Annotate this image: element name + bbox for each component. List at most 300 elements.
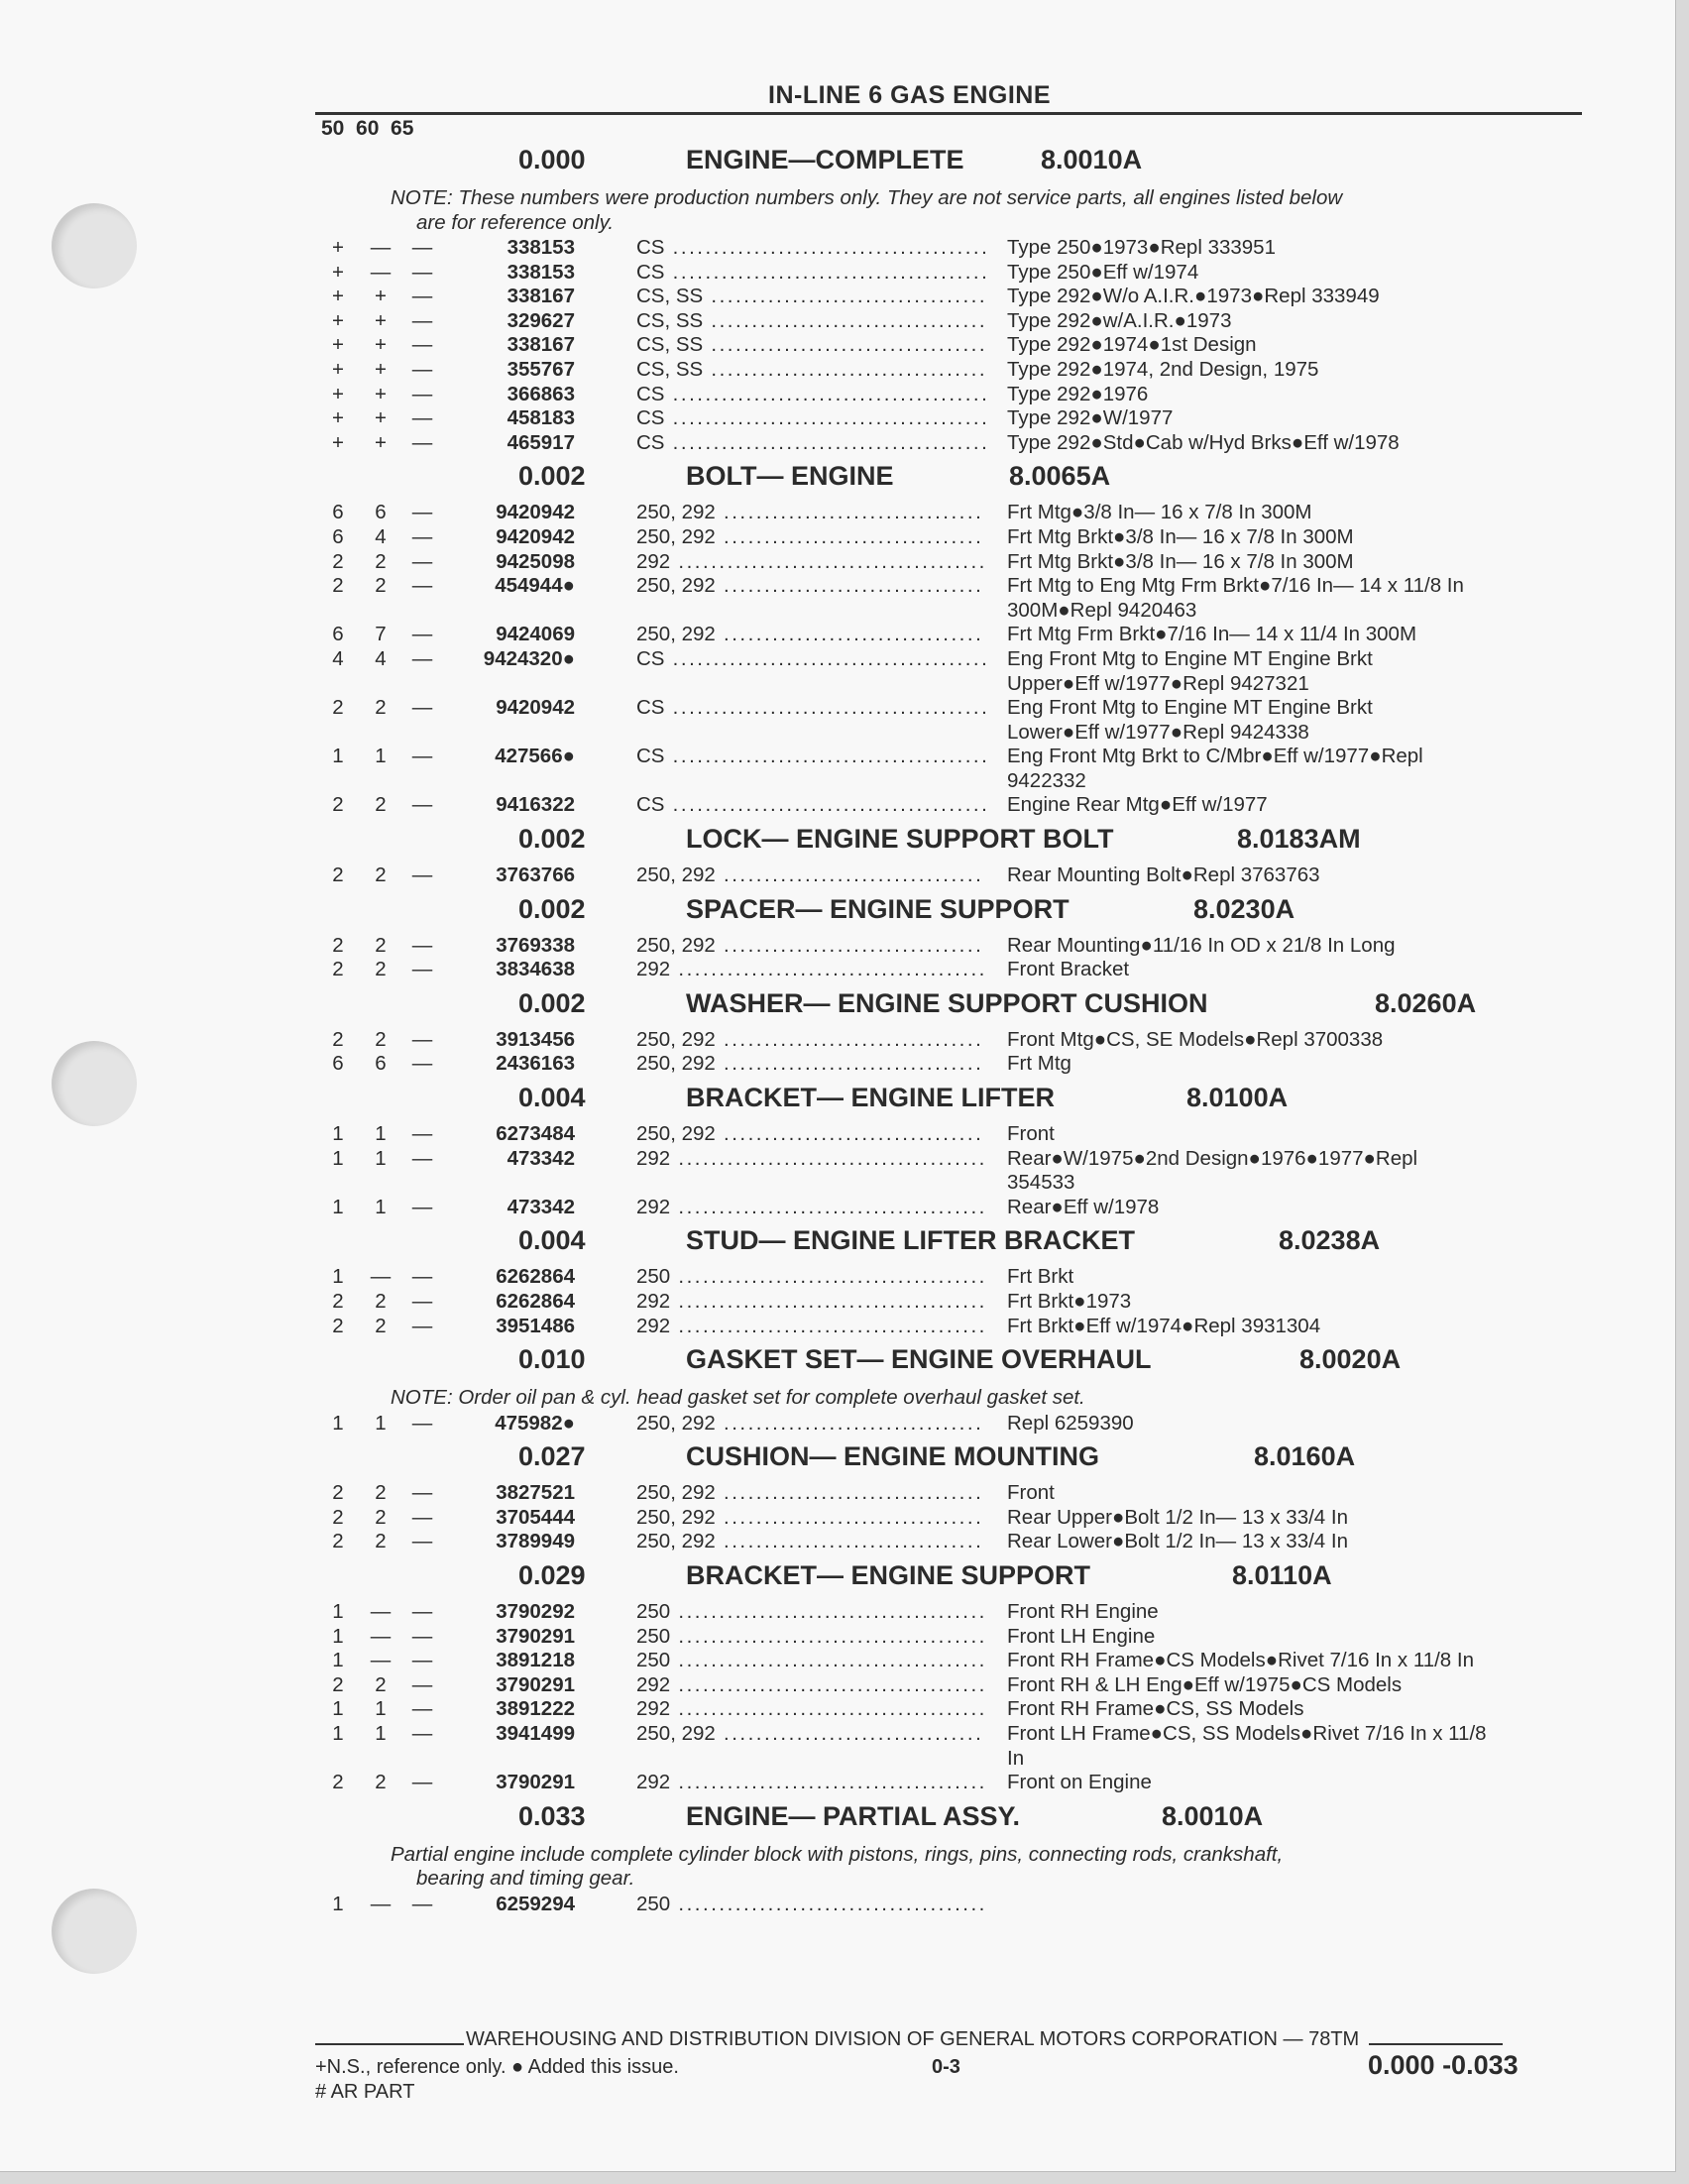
section-title: WASHER— ENGINE SUPPORT CUSHION xyxy=(686,987,1208,1018)
part-row xyxy=(0,358,1689,383)
qty-50: 2 xyxy=(332,1771,344,1794)
footer-division-text: WAREHOUSING AND DISTRIBUTION DIVISION OF GENERAL MOTORS CORPORATION — 78TM xyxy=(466,2028,1360,2050)
part-row xyxy=(0,647,1689,696)
qty-60: 2 xyxy=(375,1290,387,1313)
year-columns-header: 50 60 65 xyxy=(321,117,414,140)
qty-65: — xyxy=(411,1672,433,1696)
qty-50: + xyxy=(332,430,344,454)
part-row xyxy=(0,863,1689,888)
qty-50: 2 xyxy=(332,793,344,817)
section-note xyxy=(0,1841,1570,1893)
qty-65: — xyxy=(411,1195,433,1218)
part-number: 3891222 xyxy=(496,1697,575,1721)
qty-65: — xyxy=(411,1649,433,1672)
part-description: Front RH & LH Eng●Eff w/1975●CS Models xyxy=(1007,1672,1403,1696)
section-number: 0.004 xyxy=(518,1225,586,1256)
part-number: 3941499 xyxy=(496,1722,575,1746)
section-heading xyxy=(0,1219,1689,1265)
qty-50: 1 xyxy=(332,745,344,768)
qty-60: 2 xyxy=(375,696,387,720)
section-number: 0.033 xyxy=(518,1800,586,1831)
qty-60: 6 xyxy=(375,1052,387,1076)
qty-50: 1 xyxy=(332,1411,344,1435)
part-description: Front xyxy=(1007,1481,1055,1505)
qty-60: — xyxy=(370,260,392,284)
part-description: Type 292●1974, 2nd Design, 1975 xyxy=(1007,357,1319,381)
section-note xyxy=(0,184,1570,236)
application: 292 ..... xyxy=(636,1697,985,1722)
part-description: Front RH Frame●CS Models●Rivet 7/16 In x 11/8 In xyxy=(1007,1649,1474,1672)
qty-65: — xyxy=(411,623,433,646)
qty-60: 1 xyxy=(375,1195,387,1218)
qty-50: + xyxy=(332,357,344,381)
part-number: 9424069 xyxy=(496,623,575,646)
qty-65: — xyxy=(411,1027,433,1051)
qty-60: 1 xyxy=(375,1146,387,1170)
part-description: Type 250●Eff w/1974 xyxy=(1007,260,1199,284)
part-description: Eng Front Mtg to Engine MT Engine Brkt Upper●Eff w/1977●Repl 9427321 xyxy=(1007,646,1373,695)
qty-50: 6 xyxy=(332,501,344,524)
part-number: 9420942 xyxy=(496,501,575,524)
qty-50: 2 xyxy=(332,958,344,981)
application: 250, 292 ..... xyxy=(636,1506,985,1531)
qty-65: — xyxy=(411,1697,433,1721)
part-description: Frt Mtg Brkt●3/8 In— 16 x 7/8 In 300M xyxy=(1007,524,1354,548)
qty-60: 6 xyxy=(375,501,387,524)
qty-65: — xyxy=(411,1600,433,1624)
part-description: Front RH Engine xyxy=(1007,1600,1159,1624)
section-code: 8.0230A xyxy=(1193,893,1295,924)
section-title: BRACKET— ENGINE LIFTER xyxy=(686,1083,1056,1113)
section-title: CUSHION— ENGINE MOUNTING xyxy=(686,1441,1100,1472)
part-number: 9424320● xyxy=(483,646,575,670)
part-row xyxy=(0,261,1689,286)
application: 250, 292 ..... xyxy=(636,1028,985,1053)
part-description: Frt Mtg●3/8 In— 16 x 7/8 In 300M xyxy=(1007,501,1312,524)
qty-65: — xyxy=(411,646,433,670)
qty-50: + xyxy=(332,333,344,357)
qty-65: — xyxy=(411,1052,433,1076)
part-number: 3827521 xyxy=(496,1481,575,1505)
section-heading xyxy=(0,982,1689,1028)
qty-60: 2 xyxy=(375,574,387,598)
application: 250, 292 ..... xyxy=(636,525,985,550)
qty-60: 2 xyxy=(375,958,387,981)
qty-50: + xyxy=(332,260,344,284)
part-number: 3769338 xyxy=(496,933,575,957)
qty-50: 1 xyxy=(332,1722,344,1746)
application: 250, 292 ..... xyxy=(636,623,985,647)
part-description: Repl 6259390 xyxy=(1007,1411,1134,1435)
part-description: Rear Mounting Bolt●Repl 3763763 xyxy=(1007,863,1320,887)
qty-65: — xyxy=(411,1146,433,1170)
part-row xyxy=(0,236,1689,261)
qty-60: — xyxy=(370,1265,392,1289)
qty-60: 2 xyxy=(375,863,387,887)
part-row xyxy=(0,934,1689,959)
qty-50: 6 xyxy=(332,524,344,548)
qty-50: 6 xyxy=(332,1052,344,1076)
section-heading xyxy=(0,888,1689,934)
part-number: 366863 xyxy=(507,382,575,405)
section-title: BRACKET— ENGINE SUPPORT xyxy=(686,1560,1091,1591)
part-description: Front LH Frame●CS, SS Models●Rivet 7/16 In x 11/8 In xyxy=(1007,1722,1487,1770)
part-row xyxy=(0,1028,1689,1053)
part-number: 3790291 xyxy=(496,1672,575,1696)
qty-50: + xyxy=(332,285,344,308)
qty-65: — xyxy=(411,1505,433,1529)
qty-60: 2 xyxy=(375,549,387,573)
part-number: 475982● xyxy=(495,1411,575,1435)
qty-60: 2 xyxy=(375,793,387,817)
part-description: Frt Mtg to Eng Mtg Frm Brkt●7/16 In— 14 x 11/8 In 300M●Repl 9420463 xyxy=(1007,574,1464,622)
application: 292 ..... xyxy=(636,550,985,575)
part-description xyxy=(1007,1893,1572,1917)
part-description: Eng Front Mtg to Engine MT Engine Brkt Lower●Eff w/1977●Repl 9424338 xyxy=(1007,696,1373,744)
qty-50: + xyxy=(332,406,344,430)
application: 292 ..... xyxy=(636,1673,985,1698)
part-row xyxy=(0,1506,1689,1531)
footer-division xyxy=(315,2028,1503,2051)
qty-60: + xyxy=(375,333,387,357)
qty-65: — xyxy=(411,1122,433,1146)
qty-65: — xyxy=(411,406,433,430)
application: CS, SS ..... xyxy=(636,309,985,334)
section-code: 8.0110A xyxy=(1232,1560,1332,1591)
qty-65: — xyxy=(411,524,433,548)
note-line: are for reference only. xyxy=(416,210,615,234)
application: CS, SS ..... xyxy=(636,358,985,383)
part-number: 338167 xyxy=(507,333,575,357)
qty-50: 2 xyxy=(332,1481,344,1505)
qty-60: — xyxy=(370,1600,392,1624)
qty-60: 2 xyxy=(375,1481,387,1505)
part-description: Rear Upper●Bolt 1/2 In— 13 x 33/4 In xyxy=(1007,1505,1348,1529)
section-code: 8.0100A xyxy=(1186,1083,1289,1113)
part-number: 3913456 xyxy=(496,1027,575,1051)
section-heading xyxy=(0,1795,1689,1841)
qty-65: — xyxy=(411,285,433,308)
qty-60: + xyxy=(375,357,387,381)
section-code: 8.0065A xyxy=(1009,461,1111,492)
part-description: Type 292●W/o A.I.R.●1973●Repl 333949 xyxy=(1007,285,1380,308)
qty-65: — xyxy=(411,1771,433,1794)
qty-60: 2 xyxy=(375,933,387,957)
qty-65: — xyxy=(411,1481,433,1505)
section-code: 8.0010A xyxy=(1162,1800,1264,1831)
qty-60: 2 xyxy=(375,1505,387,1529)
qty-50: 2 xyxy=(332,574,344,598)
part-row xyxy=(0,958,1689,982)
part-number: 6262864 xyxy=(496,1290,575,1313)
qty-60: 4 xyxy=(375,646,387,670)
footer-legend-ar: # AR PART xyxy=(315,2081,415,2103)
part-number: 338167 xyxy=(507,285,575,308)
qty-60: 2 xyxy=(375,1314,387,1337)
qty-50: 1 xyxy=(332,1624,344,1648)
application: 292 ..... xyxy=(636,1315,985,1339)
part-description: Frt Mtg Brkt●3/8 In— 16 x 7/8 In 300M xyxy=(1007,549,1354,573)
section-heading xyxy=(0,1077,1689,1122)
qty-50: 2 xyxy=(332,1530,344,1553)
application: CS, SS ..... xyxy=(636,285,985,309)
part-number: 6273484 xyxy=(496,1122,575,1146)
section-heading xyxy=(0,1436,1689,1481)
application: CS ..... xyxy=(636,261,985,286)
part-number: 9425098 xyxy=(496,549,575,573)
section-heading xyxy=(0,455,1689,501)
part-row xyxy=(0,793,1689,818)
part-row xyxy=(0,1265,1689,1290)
application: 250, 292 ..... xyxy=(636,1722,985,1747)
application: CS ..... xyxy=(636,793,985,818)
section-title: LOCK— ENGINE SUPPORT BOLT xyxy=(686,824,1114,855)
qty-50: 4 xyxy=(332,646,344,670)
section-number: 0.029 xyxy=(518,1560,586,1591)
application: 292 ..... xyxy=(636,958,985,982)
qty-65: — xyxy=(411,1892,433,1915)
qty-60: + xyxy=(375,382,387,405)
qty-60: — xyxy=(370,1649,392,1672)
application: CS ..... xyxy=(636,745,985,769)
application: CS ..... xyxy=(636,236,985,261)
qty-65: — xyxy=(411,501,433,524)
part-number: 473342 xyxy=(507,1146,575,1170)
part-number: 427566● xyxy=(495,745,575,768)
section-title: ENGINE—COMPLETE xyxy=(686,145,964,174)
qty-60: 2 xyxy=(375,1530,387,1553)
part-description: Rear●Eff w/1978 xyxy=(1007,1195,1160,1218)
part-description: Frt Brkt●1973 xyxy=(1007,1290,1132,1313)
section-code: 8.0238A xyxy=(1279,1225,1381,1256)
qty-50: 2 xyxy=(332,696,344,720)
part-row xyxy=(0,550,1689,575)
section-heading xyxy=(0,139,1689,184)
application: 250, 292 ..... xyxy=(636,1052,985,1077)
qty-65: — xyxy=(411,1624,433,1648)
qty-60: 1 xyxy=(375,1722,387,1746)
qty-65: — xyxy=(411,382,433,405)
qty-65: — xyxy=(411,793,433,817)
qty-50: 1 xyxy=(332,1122,344,1146)
qty-50: 1 xyxy=(332,1146,344,1170)
part-number: 3834638 xyxy=(496,958,575,981)
page-range: 0.000 -0.033 xyxy=(1368,2050,1519,2080)
application: 250 ..... xyxy=(636,1265,985,1290)
part-number: 338153 xyxy=(507,260,575,284)
part-number: 9416322 xyxy=(496,793,575,817)
application: CS ..... xyxy=(636,696,985,721)
qty-50: 1 xyxy=(332,1600,344,1624)
qty-50: 2 xyxy=(332,1672,344,1696)
part-row xyxy=(0,1893,1689,1917)
page-number: 0-3 xyxy=(932,2056,960,2078)
qty-65: — xyxy=(411,696,433,720)
part-description: Type 292●W/1977 xyxy=(1007,406,1174,430)
qty-60: + xyxy=(375,308,387,332)
part-row xyxy=(0,745,1689,793)
part-row xyxy=(0,1600,1689,1625)
qty-65: — xyxy=(411,1265,433,1289)
footer-rule xyxy=(315,2043,464,2045)
qty-50: 2 xyxy=(332,863,344,887)
section-code: 8.0010A xyxy=(1041,145,1143,174)
qty-65: — xyxy=(411,549,433,573)
part-description: Type 292●1974●1st Design xyxy=(1007,333,1257,357)
qty-60: 1 xyxy=(375,1697,387,1721)
section-number: 0.002 xyxy=(518,824,586,855)
part-number: 3790291 xyxy=(496,1771,575,1794)
qty-50: 1 xyxy=(332,1195,344,1218)
part-description: Front LH Engine xyxy=(1007,1624,1156,1648)
application: 250, 292 ..... xyxy=(636,1122,985,1147)
application: 250 ..... xyxy=(636,1893,985,1917)
application: 250 ..... xyxy=(636,1625,985,1650)
part-number: 6259294 xyxy=(496,1892,575,1915)
qty-65: — xyxy=(411,1290,433,1313)
part-row xyxy=(0,696,1689,745)
qty-65: — xyxy=(411,933,433,957)
part-description: Front Mtg●CS, SE Models●Repl 3700338 xyxy=(1007,1027,1384,1051)
qty-60: + xyxy=(375,285,387,308)
application: 250, 292 ..... xyxy=(636,574,985,599)
part-row xyxy=(0,574,1689,623)
part-number: 9420942 xyxy=(496,696,575,720)
part-row xyxy=(0,1290,1689,1315)
part-description: Frt Brkt●Eff w/1974●Repl 3931304 xyxy=(1007,1314,1321,1337)
part-row xyxy=(0,1771,1689,1795)
part-row xyxy=(0,1673,1689,1698)
part-description: Frt Brkt xyxy=(1007,1265,1074,1289)
part-description: Rear Lower●Bolt 1/2 In— 13 x 33/4 In xyxy=(1007,1530,1348,1553)
qty-65: — xyxy=(411,1530,433,1553)
section-heading xyxy=(0,1554,1689,1600)
qty-65: — xyxy=(411,745,433,768)
section-number: 0.004 xyxy=(518,1083,586,1113)
part-row xyxy=(0,333,1689,358)
application: 250 ..... xyxy=(636,1649,985,1673)
application: 250, 292 ..... xyxy=(636,1412,985,1437)
qty-50: 6 xyxy=(332,623,344,646)
part-description: Front on Engine xyxy=(1007,1771,1152,1794)
section-title: GASKET SET— ENGINE OVERHAUL xyxy=(686,1344,1152,1375)
qty-60: 1 xyxy=(375,1122,387,1146)
qty-60: — xyxy=(370,1624,392,1648)
qty-60: — xyxy=(370,1892,392,1915)
qty-65: — xyxy=(411,430,433,454)
application: 250 ..... xyxy=(636,1600,985,1625)
footer-rule xyxy=(1369,2043,1503,2045)
part-number: 338153 xyxy=(507,236,575,259)
qty-65: — xyxy=(411,1314,433,1337)
qty-60: 4 xyxy=(375,524,387,548)
application: 250, 292 ..... xyxy=(636,1481,985,1506)
part-description: Eng Front Mtg Brkt to C/Mbr●Eff w/1977●Repl 9422332 xyxy=(1007,745,1423,792)
part-number: 473342 xyxy=(507,1195,575,1218)
part-number: 355767 xyxy=(507,357,575,381)
qty-65: — xyxy=(411,863,433,887)
part-description: Type 292●1976 xyxy=(1007,382,1149,405)
note-line: NOTE: Order oil pan & cyl. head gasket set for complete overhaul gasket set. xyxy=(391,1386,1085,1410)
qty-60: 7 xyxy=(375,623,387,646)
part-row xyxy=(0,1530,1689,1554)
application: CS, SS ..... xyxy=(636,333,985,358)
application: 292 ..... xyxy=(636,1290,985,1315)
part-row xyxy=(0,501,1689,525)
section-number: 0.002 xyxy=(518,987,586,1018)
application: 292 ..... xyxy=(636,1147,985,1172)
application: 250, 292 ..... xyxy=(636,934,985,959)
part-number: 454944● xyxy=(495,574,575,598)
part-number: 9420942 xyxy=(496,524,575,548)
section-code: 8.0160A xyxy=(1254,1441,1356,1472)
header-rule xyxy=(315,112,1582,115)
part-description: Type 292●Std●Cab w/Hyd Brks●Eff w/1978 xyxy=(1007,430,1400,454)
qty-50: + xyxy=(332,236,344,259)
section-title: BOLT— ENGINE xyxy=(686,461,894,492)
part-number: 465917 xyxy=(507,430,575,454)
qty-60: 2 xyxy=(375,1771,387,1794)
section-code: 8.0260A xyxy=(1375,987,1477,1018)
note-line: NOTE: These numbers were production numbers only. They are not service parts, all engines listed below xyxy=(391,186,1343,209)
qty-50: 1 xyxy=(332,1265,344,1289)
application: CS ..... xyxy=(636,431,985,456)
qty-60: 1 xyxy=(375,1411,387,1435)
part-description: Type 292●w/A.I.R.●1973 xyxy=(1007,308,1232,332)
application: 292 ..... xyxy=(636,1196,985,1220)
part-row xyxy=(0,525,1689,550)
qty-65: — xyxy=(411,333,433,357)
qty-50: 1 xyxy=(332,1697,344,1721)
part-row xyxy=(0,309,1689,334)
qty-50: + xyxy=(332,382,344,405)
section-number: 0.000 xyxy=(518,145,586,174)
part-number: 3763766 xyxy=(496,863,575,887)
qty-60: 2 xyxy=(375,1672,387,1696)
section-note xyxy=(0,1384,1570,1412)
part-row xyxy=(0,383,1689,407)
part-number: 6262864 xyxy=(496,1265,575,1289)
qty-50: 2 xyxy=(332,933,344,957)
application: CS ..... xyxy=(636,647,985,672)
qty-50: 1 xyxy=(332,1892,344,1915)
qty-65: — xyxy=(411,574,433,598)
qty-50: 2 xyxy=(332,1290,344,1313)
part-row xyxy=(0,1481,1689,1506)
qty-50: 1 xyxy=(332,1649,344,1672)
section-heading xyxy=(0,818,1689,863)
qty-60: + xyxy=(375,406,387,430)
section-number: 0.010 xyxy=(518,1344,586,1375)
qty-65: — xyxy=(411,260,433,284)
part-row xyxy=(0,1147,1689,1196)
section-title: SPACER— ENGINE SUPPORT xyxy=(686,893,1070,924)
part-row xyxy=(0,1649,1689,1673)
section-heading xyxy=(0,1338,1689,1384)
part-number: 3705444 xyxy=(496,1505,575,1529)
section-number: 0.002 xyxy=(518,893,586,924)
page-title: IN-LINE 6 GAS ENGINE xyxy=(768,81,1052,109)
section-number: 0.027 xyxy=(518,1441,586,1472)
section-title: ENGINE— PARTIAL ASSY. xyxy=(686,1800,1021,1831)
qty-50: 2 xyxy=(332,1027,344,1051)
part-row xyxy=(0,1697,1689,1722)
application: 250, 292 ..... xyxy=(636,863,985,888)
application: CS ..... xyxy=(636,383,985,407)
part-description: Front xyxy=(1007,1122,1055,1146)
part-row xyxy=(0,1412,1689,1437)
section-title: STUD— ENGINE LIFTER BRACKET xyxy=(686,1225,1136,1256)
